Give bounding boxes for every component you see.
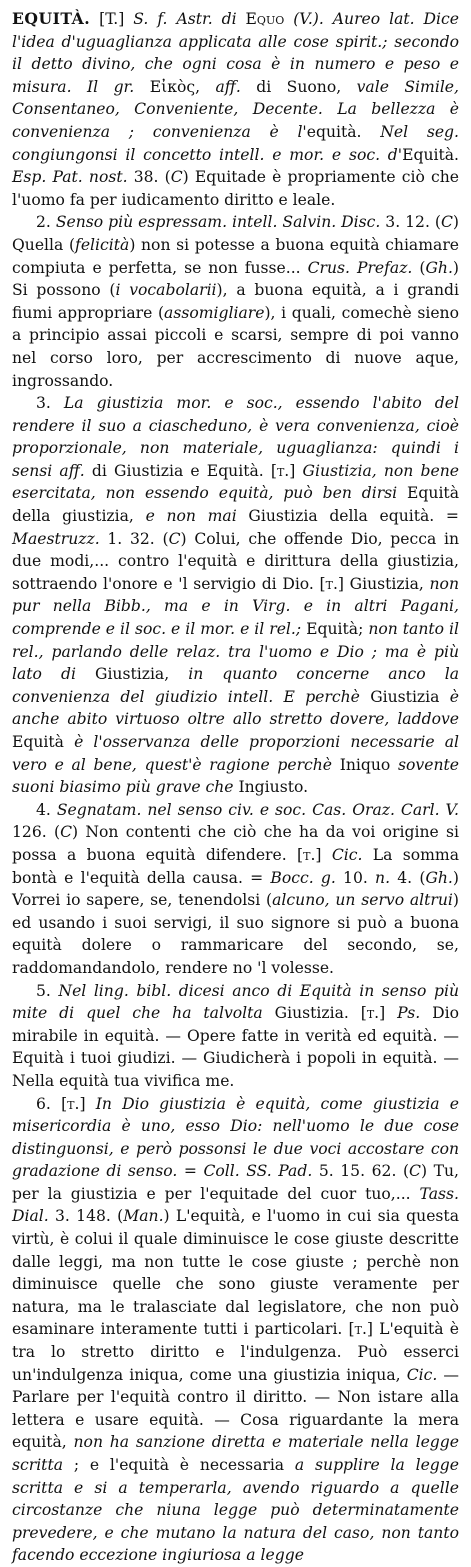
sense-paragraph	[12, 980, 459, 1093]
text-run: Giustizia della equità. =	[236, 507, 459, 526]
text-run: di Suono,	[240, 77, 357, 96]
text-run: ,	[195, 77, 216, 96]
text-run: Εἰκὸς	[149, 77, 196, 96]
text-run: è l'osservanza delle proporzioni necessarie al vero e al bene, quest'è ragione perchè	[12, 733, 459, 774]
text-run: Giustizia	[359, 687, 450, 706]
text-run: C	[409, 1162, 421, 1181]
text-run: Cic.	[331, 845, 363, 864]
text-run: 2.	[36, 213, 56, 232]
text-run: Gh.	[425, 258, 453, 277]
text-run: ) Tu, per la giustizia e per l'equitade del cuor tuo,...	[12, 1162, 459, 1203]
text-run: In Dio giustizia è equità, come giustizia e misericordia è uno, esso Dio: nell'uomo le due cose distinguonsi, e però possonsi le due voci accostare con gradazione di senso.	[12, 1094, 460, 1181]
sense-paragraph	[12, 211, 459, 392]
text-run: 6. [	[36, 1094, 68, 1113]
text-run: C	[60, 823, 73, 842]
text-run: C	[168, 529, 181, 548]
text-run: ) Non contenti che ciò che ha da voi origine si possa a buona equità difendere. [	[12, 823, 459, 864]
text-run: vale Simile, Consentaneo, Conveniente, Decente. La bellezza è convenienza ; convenienza è l'	[12, 77, 459, 141]
text-run: Crus. Prefaz.	[307, 258, 413, 277]
text-run: (V.). Aureo lat. Dice l'idea d'uguaglianza applicata alle cose spirit.; secondo il detto divino, che ogni cosa è in numero e peso e misura. Il gr.	[12, 10, 459, 96]
text-run: Ps.	[397, 1004, 421, 1023]
definition-text	[12, 10, 459, 209]
text-run: 3.	[36, 394, 64, 413]
text-run: ) non si potesse a buona equità chiamare compiuta e perfetta, se non fusse...	[12, 235, 459, 277]
text-run: (	[412, 258, 426, 277]
text-run: La giustizia mor. e soc., essendo l'abito del rendere il suo a ciascheduno, è vera convenienza, cioè proporzionale, non materiale, uguaglianza: quindi i sensi aff.	[12, 394, 459, 480]
entry-headword: EQUITÀ.	[12, 9, 91, 28]
text-run: ]	[79, 1094, 96, 1113]
text-run: t.	[325, 574, 338, 593]
entry-definition	[12, 8, 459, 211]
text-run: ) Equitade è propriamente ciò che l'uomo fa per iudicamento diritto e leale.	[12, 168, 460, 209]
dictionary-entry	[12, 8, 459, 1567]
text-run: alcuno, un servo altrui	[272, 891, 453, 910]
text-run: t.	[366, 1004, 380, 1023]
text-run: =	[177, 1162, 204, 1181]
text-run: ; e l'equità è necessaria	[63, 1456, 295, 1474]
text-run: 3. 12. (	[380, 213, 441, 232]
text-run: Gh.	[425, 868, 453, 887]
text-run: i vocabolarii	[115, 281, 217, 300]
text-run: ) ed usando i suoi servigi, il suo signore si può a buona equità dolere o rammaricare del secondo, se, raddomandandolo, rendere no 'l volesse.	[12, 891, 459, 977]
text-run: Cic.	[406, 1365, 438, 1384]
text-run: Senso più espressam. intell. Salvin. Disc.	[55, 213, 381, 232]
text-run: La somma bontà e l'equità della causa. =	[12, 845, 460, 887]
text-run: Esp. Pat. nost.	[12, 168, 128, 187]
text-run: 5.	[36, 981, 59, 1000]
text-run: Giustizia. [	[262, 1004, 367, 1023]
text-run: Nel seg. congiungonsi il concetto intell. e mor. e soc. d'	[12, 122, 459, 164]
text-run: 38. (	[127, 168, 171, 187]
text-run: non pur nella Bibb., ma e in Virg. e in altri Pagani, comprende e il soc. e il mor. e il rel.;	[12, 574, 459, 639]
text-run: S. f. Astr. di	[133, 10, 246, 28]
text-run: — Parlare per l'equità contro il diritto. — Non istare alla lettera e usare equità. — Cosa riguardante la mera equità,	[12, 1365, 459, 1452]
text-run: Bocc. g.	[270, 868, 336, 887]
text-run: 5. 15. 62. (	[312, 1162, 410, 1181]
text-run: non tanto il rel., parlando delle relaz. tra l'uomo e Dio ; ma è più lato di	[12, 620, 459, 684]
text-run: t.	[303, 845, 316, 864]
text-run: ]	[315, 845, 332, 864]
text-run: aff.	[215, 77, 241, 96]
text-run: Man.	[123, 1207, 164, 1226]
text-run: ) L'equità, e l'uomo in cui sia questa virtù, è colui il quale diminuisce le cose giuste descritte dalle leggi, ma non tutte le cose giuste ; perchè non diminuisce quelle che sono giuste veramente per natura, ma le tralasciate dal legislatore, che non può esaminare interamente tutti i particolari. [	[12, 1207, 459, 1339]
text-run: assomigliare	[164, 303, 265, 322]
text-run: ), a buona equità, a i grandi fiumi appropriare (	[12, 281, 459, 322]
text-run: n.	[375, 868, 391, 887]
text-run: e non mai	[145, 507, 237, 526]
text-run: t.	[276, 461, 290, 480]
text-run: 3. 148. (	[48, 1207, 124, 1226]
text-run: Giustizia, non bene esercitata, non essendo equità, può ben dirsi	[12, 461, 459, 503]
text-run: ) Vorrei io sapere, se, tenendolsi (	[12, 868, 459, 910]
text-run: di Giustizia e Equità. [	[84, 461, 277, 480]
text-run: ]	[289, 461, 303, 480]
text-run: 4.	[36, 800, 57, 819]
text-run: in quanto concerne anco la convenienza del giudizio intell. E perchè	[12, 665, 459, 706]
sense-paragraph	[12, 799, 459, 980]
text-run: Equità.	[402, 145, 459, 164]
text-run: t.	[67, 1094, 80, 1113]
sense-paragraph	[12, 1093, 459, 1567]
text-run: felicità	[75, 235, 130, 254]
text-run: Dio mirabile in equità. — Opere fatte in verità ed equità. — Equità i tuoi giudizi. — Giudicherà i popoli in equità. — Nella equità tua vivifica me.	[12, 1004, 459, 1090]
text-run: Iniquo	[332, 755, 399, 774]
text-run: è anche abito virtuoso oltre allo stretto dovere, laddove	[12, 687, 459, 729]
text-run: Tass. Dial.	[12, 1184, 459, 1226]
text-run: equità.	[306, 122, 381, 141]
text-run: non ha sanzione diretta e materiale nella legge scritta	[12, 1433, 459, 1474]
text-run: ) Quella (	[12, 213, 459, 254]
sense-paragraph	[12, 392, 459, 799]
text-run: Equità;	[301, 620, 369, 639]
senses-list	[12, 211, 459, 1567]
text-run: ) Si possono (	[12, 258, 460, 300]
text-run: a supplire la legge scritta e si a temperarla, avendo riguardo a quelle circostanze che niuna legge può determinatamente prevedere, e che mutano la natura del caso, non tanto facendo eccezione ingiuriosa a legge	[12, 1456, 459, 1565]
text-run: C	[170, 168, 183, 187]
text-run: Maestruzz.	[12, 529, 100, 548]
text-run: ), i quali, comechè sieno a principio assai piccoli e scarsi, sempre di poi vanno nel corso loro, per accrescimento di nuove aque, ingrossando.	[12, 303, 459, 390]
text-run: 1. 32. (	[99, 529, 169, 548]
text-run: Equità della giustizia,	[12, 484, 459, 526]
text-run: 126. (	[12, 823, 61, 842]
text-run: Equità	[12, 733, 75, 751]
text-run: Coll. SS. Pad.	[203, 1162, 313, 1181]
text-run: Ingiusto.	[233, 778, 309, 797]
text-run: 4. (	[390, 868, 426, 887]
text-run: Equo	[245, 10, 285, 28]
text-run: ] L'equità è tra lo stretto diritto e l'indulgenza. Può esserci un'indulgenza iniqua, come una giustizia iniqua,	[12, 1320, 459, 1384]
text-run: ) Colui, che offende Dio, pecca in due modi,... contro l'equità e dirittura della giustizia, sottraendo l'onore e 'l servigio di Dio. [	[12, 529, 459, 593]
entry-tag: [T.]	[99, 10, 125, 28]
text-run: sovente suoni biasimo più grave che	[12, 755, 459, 797]
text-run: Giustizia,	[75, 665, 189, 684]
text-run: ]	[379, 1004, 398, 1023]
text-run: C	[440, 213, 453, 232]
text-run: Nel ling. bibl. dicesi anco di Equità in senso più mite di quel che ha talvolta	[12, 981, 459, 1023]
text-run: 10.	[335, 868, 376, 887]
text-run: ] Giustizia,	[337, 574, 430, 593]
text-run: Segnatam. nel senso civ. e soc. Cas. Oraz. Carl. V.	[56, 800, 459, 819]
text-run: t.	[354, 1320, 367, 1339]
